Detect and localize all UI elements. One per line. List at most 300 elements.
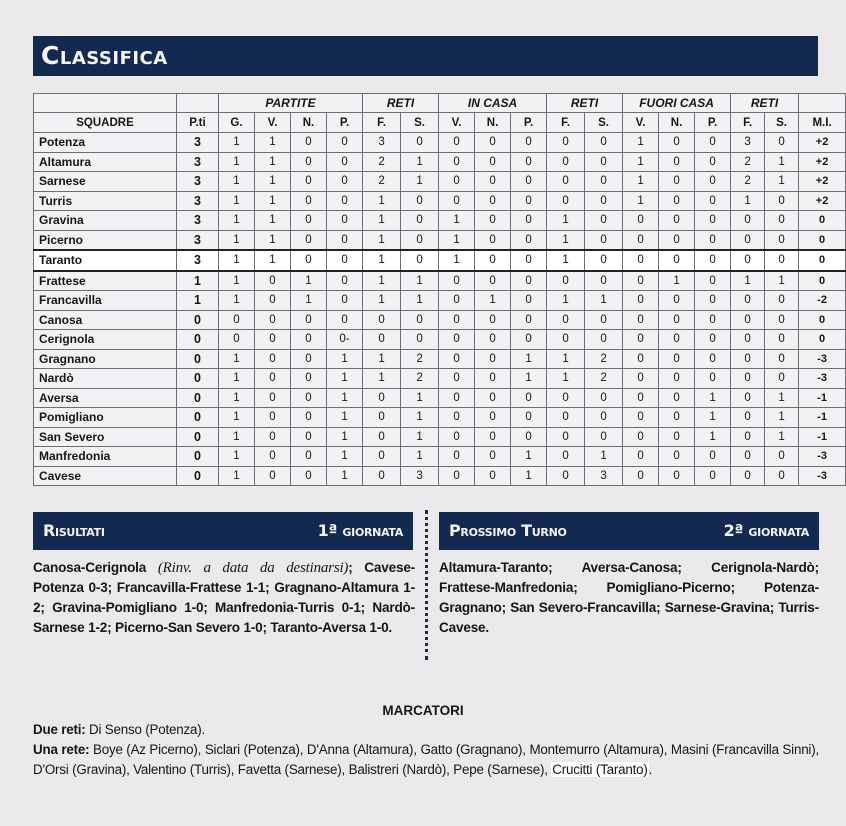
risultati-lead: Canosa-Cerignola bbox=[33, 560, 147, 575]
stat-cell: 2 bbox=[401, 349, 439, 369]
stat-cell: 3 bbox=[363, 133, 401, 153]
media-inglese-cell: +2 bbox=[799, 133, 846, 153]
stat-cell: 0 bbox=[475, 152, 511, 172]
column-header: P. bbox=[511, 113, 547, 133]
stat-cell: 0 bbox=[585, 427, 623, 447]
stat-cell: 0 bbox=[439, 191, 475, 211]
stat-cell: 0 bbox=[475, 310, 511, 330]
stat-cell: 1 bbox=[363, 250, 401, 271]
stat-cell: 0 bbox=[659, 133, 695, 153]
stat-cell: 0 bbox=[765, 349, 799, 369]
stat-cell: 2 bbox=[731, 172, 765, 192]
points-cell: 0 bbox=[177, 388, 219, 408]
stat-cell: 0 bbox=[327, 291, 363, 311]
stat-cell: 0 bbox=[695, 310, 731, 330]
stat-cell: 1 bbox=[219, 133, 255, 153]
stat-cell: 0 bbox=[475, 466, 511, 486]
stat-cell: 0 bbox=[695, 291, 731, 311]
stat-cell: 0 bbox=[291, 172, 327, 192]
stat-cell: 0 bbox=[511, 330, 547, 350]
stat-cell: 0 bbox=[291, 133, 327, 153]
stat-cell: 0 bbox=[659, 172, 695, 192]
stat-cell: 1 bbox=[219, 152, 255, 172]
stat-cell: 0 bbox=[659, 466, 695, 486]
stat-cell: 0 bbox=[363, 388, 401, 408]
stat-cell: 0 bbox=[585, 172, 623, 192]
una-rete-label: Una rete: bbox=[33, 742, 90, 757]
stat-cell: 1 bbox=[623, 172, 659, 192]
stat-cell: 0 bbox=[511, 408, 547, 428]
stat-cell: 0 bbox=[327, 172, 363, 192]
stat-cell: 0 bbox=[659, 447, 695, 467]
team-name: Cerignola bbox=[34, 330, 177, 350]
stat-cell: 0 bbox=[255, 330, 291, 350]
table-row bbox=[34, 152, 846, 172]
stat-cell: 1 bbox=[765, 427, 799, 447]
stat-cell: 0 bbox=[695, 271, 731, 291]
stat-cell: 1 bbox=[291, 291, 327, 311]
stat-cell: 0 bbox=[363, 330, 401, 350]
stat-cell: 1 bbox=[659, 271, 695, 291]
stat-cell: 0 bbox=[255, 349, 291, 369]
team-name: Sarnese bbox=[34, 172, 177, 192]
stat-cell: 0 bbox=[511, 211, 547, 231]
stat-cell: 1 bbox=[695, 427, 731, 447]
column-header: V. bbox=[255, 113, 291, 133]
stat-cell: 0 bbox=[439, 408, 475, 428]
stat-cell: 0 bbox=[219, 330, 255, 350]
group-header-row bbox=[34, 94, 846, 113]
stat-cell: 2 bbox=[585, 369, 623, 389]
prossimo-title: Prossimo Turno bbox=[449, 521, 567, 540]
stat-cell: 0 bbox=[547, 466, 585, 486]
team-name: Gravina bbox=[34, 211, 177, 231]
stat-cell: 1 bbox=[327, 427, 363, 447]
table-row bbox=[34, 133, 846, 153]
points-cell: 3 bbox=[177, 250, 219, 271]
stat-cell: 0 bbox=[363, 466, 401, 486]
stat-cell: 0 bbox=[765, 133, 799, 153]
classifica-title: Classifica bbox=[41, 41, 168, 70]
column-header: V. bbox=[439, 113, 475, 133]
stat-cell: 0 bbox=[291, 191, 327, 211]
stat-cell: 0 bbox=[695, 369, 731, 389]
stat-cell: 0 bbox=[291, 310, 327, 330]
stat-cell: 1 bbox=[327, 447, 363, 467]
stat-cell: 0 bbox=[585, 133, 623, 153]
stat-cell: 0 bbox=[475, 271, 511, 291]
standings-body bbox=[34, 133, 846, 486]
media-inglese-cell: 0 bbox=[799, 211, 846, 231]
stat-cell: 0 bbox=[585, 408, 623, 428]
stat-cell: 0 bbox=[547, 330, 585, 350]
stat-cell: 0 bbox=[475, 408, 511, 428]
team-name: Picerno bbox=[34, 230, 177, 250]
stat-cell: 0 bbox=[327, 191, 363, 211]
stat-cell: 0 bbox=[291, 230, 327, 250]
stat-cell: 0 bbox=[731, 466, 765, 486]
stat-cell: 1 bbox=[219, 291, 255, 311]
stat-cell: 0 bbox=[327, 152, 363, 172]
stat-cell: 1 bbox=[731, 191, 765, 211]
stat-cell: 0 bbox=[623, 211, 659, 231]
stat-cell: 1 bbox=[219, 191, 255, 211]
stat-cell: 0 bbox=[327, 211, 363, 231]
stat-cell: 2 bbox=[363, 172, 401, 192]
media-inglese-cell: 0 bbox=[799, 230, 846, 250]
column-header: N. bbox=[291, 113, 327, 133]
stat-cell: 0 bbox=[731, 230, 765, 250]
media-inglese-cell: +2 bbox=[799, 191, 846, 211]
column-header: F. bbox=[731, 113, 765, 133]
stat-cell: 1 bbox=[401, 427, 439, 447]
stat-cell: 0 bbox=[511, 291, 547, 311]
stat-cell: 0 bbox=[659, 230, 695, 250]
stat-cell: 1 bbox=[585, 291, 623, 311]
stat-cell: 0 bbox=[695, 191, 731, 211]
stat-cell: 0 bbox=[623, 230, 659, 250]
stat-cell: 0 bbox=[475, 388, 511, 408]
stat-cell: 0 bbox=[401, 211, 439, 231]
media-inglese-cell: +2 bbox=[799, 152, 846, 172]
stat-cell: 0 bbox=[219, 310, 255, 330]
media-inglese-cell: 0 bbox=[799, 310, 846, 330]
column-divider bbox=[425, 510, 428, 660]
stat-cell: 0 bbox=[695, 466, 731, 486]
due-reti-line bbox=[33, 720, 819, 740]
stat-cell: 0 bbox=[401, 133, 439, 153]
stat-cell: 0 bbox=[327, 310, 363, 330]
stat-cell: 0 bbox=[439, 447, 475, 467]
stat-cell: 0 bbox=[363, 447, 401, 467]
media-inglese-cell: -1 bbox=[799, 408, 846, 428]
stat-cell: 0 bbox=[547, 172, 585, 192]
stat-cell: 1 bbox=[511, 447, 547, 467]
group-header: RETI bbox=[731, 94, 799, 113]
points-cell: 3 bbox=[177, 211, 219, 231]
stat-cell: 1 bbox=[327, 466, 363, 486]
stat-cell: 0 bbox=[585, 250, 623, 271]
stat-cell: 1 bbox=[255, 152, 291, 172]
stat-cell: 0 bbox=[291, 427, 327, 447]
column-header: S. bbox=[585, 113, 623, 133]
stat-cell: 1 bbox=[731, 271, 765, 291]
points-cell: 0 bbox=[177, 349, 219, 369]
stat-cell: 0 bbox=[475, 191, 511, 211]
media-inglese-cell: -3 bbox=[799, 466, 846, 486]
stat-cell: 1 bbox=[255, 230, 291, 250]
stat-cell: 0 bbox=[623, 388, 659, 408]
points-cell: 0 bbox=[177, 447, 219, 467]
team-name: Nardò bbox=[34, 369, 177, 389]
stat-cell: 0 bbox=[547, 133, 585, 153]
points-cell: 0 bbox=[177, 310, 219, 330]
stat-cell: 1 bbox=[219, 172, 255, 192]
stat-cell: 0 bbox=[695, 172, 731, 192]
stat-cell: 1 bbox=[623, 133, 659, 153]
stat-cell: 1 bbox=[219, 427, 255, 447]
stat-cell: 0 bbox=[255, 271, 291, 291]
stat-cell: 1 bbox=[363, 349, 401, 369]
media-inglese-cell: -3 bbox=[799, 447, 846, 467]
stat-cell: 0 bbox=[695, 250, 731, 271]
classifica-title-bar bbox=[33, 36, 818, 76]
column-header: P. bbox=[327, 113, 363, 133]
table-row bbox=[34, 291, 846, 311]
stat-cell: 0 bbox=[439, 388, 475, 408]
stat-cell: 0 bbox=[475, 211, 511, 231]
marcatori-text bbox=[33, 720, 819, 780]
stat-cell: 0 bbox=[731, 408, 765, 428]
stat-cell: 3 bbox=[401, 466, 439, 486]
stat-cell: 0 bbox=[401, 330, 439, 350]
stat-cell: 0 bbox=[475, 369, 511, 389]
stat-cell: 0 bbox=[511, 230, 547, 250]
team-name: Taranto bbox=[34, 250, 177, 271]
stat-cell: 0 bbox=[623, 447, 659, 467]
stat-cell: 1 bbox=[439, 211, 475, 231]
stat-cell: 0 bbox=[731, 330, 765, 350]
stat-cell: 1 bbox=[401, 271, 439, 291]
stat-cell: 0 bbox=[659, 310, 695, 330]
media-inglese-cell: -3 bbox=[799, 369, 846, 389]
stat-cell: 0 bbox=[731, 369, 765, 389]
stat-cell: 0 bbox=[695, 330, 731, 350]
points-cell: 1 bbox=[177, 291, 219, 311]
stat-cell: 0 bbox=[659, 291, 695, 311]
stat-cell: 0 bbox=[511, 133, 547, 153]
stat-cell: 1 bbox=[695, 388, 731, 408]
stat-cell: 3 bbox=[585, 466, 623, 486]
stat-cell: 0 bbox=[255, 466, 291, 486]
risultati-body: ; Cavese-Potenza 0-3; Francavilla-Frattese 1-1; Gragnano-Altamura 1-2; Gravina-Pomigliano 1-0; Manfredonia-Turris 0-1; Nardò-Sarnese 1-2; Picerno-San Severo 1-0; Taranto-Aversa 1-0. bbox=[33, 560, 416, 635]
stat-cell: 1 bbox=[327, 388, 363, 408]
table-row bbox=[34, 172, 846, 192]
media-inglese-cell: 0 bbox=[799, 271, 846, 291]
stat-cell: 0 bbox=[511, 388, 547, 408]
stat-cell: 1 bbox=[219, 250, 255, 271]
risultati-bar bbox=[33, 512, 413, 550]
stat-cell: 0 bbox=[439, 133, 475, 153]
table-row bbox=[34, 330, 846, 350]
stat-cell: 1 bbox=[401, 172, 439, 192]
team-name: Pomigliano bbox=[34, 408, 177, 428]
stat-cell: 0 bbox=[439, 330, 475, 350]
stat-cell: 1 bbox=[363, 230, 401, 250]
stat-cell: 0 bbox=[291, 152, 327, 172]
stat-cell: 0 bbox=[623, 466, 659, 486]
stat-cell: 0 bbox=[291, 211, 327, 231]
stat-cell: 0 bbox=[439, 152, 475, 172]
stat-cell: 0 bbox=[327, 250, 363, 271]
stat-cell: 1 bbox=[255, 211, 291, 231]
stat-cell: 1 bbox=[363, 211, 401, 231]
stat-cell: 0 bbox=[475, 230, 511, 250]
stat-cell: 0 bbox=[659, 349, 695, 369]
stat-cell: 0 bbox=[623, 369, 659, 389]
points-cell: 3 bbox=[177, 230, 219, 250]
stat-cell: 1 bbox=[401, 408, 439, 428]
stat-cell: 0 bbox=[623, 427, 659, 447]
prossimo-giornata: 2ª giornata bbox=[723, 521, 809, 540]
stat-cell: 1 bbox=[547, 349, 585, 369]
stat-cell: 0 bbox=[547, 447, 585, 467]
group-header: RETI bbox=[547, 94, 623, 113]
media-inglese-cell: -1 bbox=[799, 427, 846, 447]
stat-cell: 0 bbox=[511, 427, 547, 447]
stat-cell: 0 bbox=[401, 230, 439, 250]
media-inglese-cell: 0 bbox=[799, 250, 846, 271]
table-row bbox=[34, 191, 846, 211]
stat-cell: 2 bbox=[401, 369, 439, 389]
stat-cell: 0 bbox=[547, 152, 585, 172]
stat-cell: 0 bbox=[401, 191, 439, 211]
stat-cell: 1 bbox=[219, 447, 255, 467]
media-inglese-cell: +2 bbox=[799, 172, 846, 192]
stat-cell: 1 bbox=[401, 388, 439, 408]
stat-cell: 0 bbox=[547, 388, 585, 408]
stat-cell: 0 bbox=[255, 369, 291, 389]
una-rete-line bbox=[33, 740, 819, 780]
stat-cell: 0 bbox=[623, 291, 659, 311]
media-inglese-cell: -3 bbox=[799, 349, 846, 369]
stat-cell: 0 bbox=[511, 152, 547, 172]
stat-cell: 0 bbox=[291, 369, 327, 389]
una-rete-end: . bbox=[648, 762, 653, 777]
stat-cell: 0 bbox=[475, 172, 511, 192]
stat-cell: 0 bbox=[659, 250, 695, 271]
due-reti-names: Di Senso (Potenza). bbox=[85, 722, 206, 737]
stat-cell: 0 bbox=[327, 133, 363, 153]
stat-cell: 0 bbox=[475, 427, 511, 447]
team-name: Francavilla bbox=[34, 291, 177, 311]
media-inglese-cell: 0 bbox=[799, 330, 846, 350]
points-cell: 0 bbox=[177, 330, 219, 350]
team-name: Aversa bbox=[34, 388, 177, 408]
stat-cell: 1 bbox=[765, 271, 799, 291]
stat-cell: 1 bbox=[401, 152, 439, 172]
stat-cell: 0 bbox=[291, 447, 327, 467]
stat-cell: 0 bbox=[291, 408, 327, 428]
stat-cell: 1 bbox=[511, 369, 547, 389]
column-header: F. bbox=[547, 113, 585, 133]
column-header: N. bbox=[659, 113, 695, 133]
stat-cell: 0 bbox=[765, 211, 799, 231]
stat-cell: 1 bbox=[327, 369, 363, 389]
table-row bbox=[34, 408, 846, 428]
stat-cell: 1 bbox=[547, 250, 585, 271]
table-row bbox=[34, 250, 846, 271]
stat-cell: 0 bbox=[439, 369, 475, 389]
column-header: SQUADRE bbox=[34, 113, 177, 133]
stat-cell: 1 bbox=[511, 349, 547, 369]
stat-cell: 0 bbox=[731, 291, 765, 311]
stat-cell: 0 bbox=[255, 310, 291, 330]
stat-cell: 0 bbox=[585, 191, 623, 211]
stat-cell: 0 bbox=[585, 211, 623, 231]
column-header: S. bbox=[401, 113, 439, 133]
team-name: Manfredonia bbox=[34, 447, 177, 467]
stat-cell: 1 bbox=[475, 291, 511, 311]
due-reti-label: Due reti: bbox=[33, 722, 86, 737]
team-name: Potenza bbox=[34, 133, 177, 153]
stat-cell: 0 bbox=[731, 250, 765, 271]
column-header: M.I. bbox=[799, 113, 846, 133]
group-header: RETI bbox=[363, 94, 439, 113]
team-name: Frattese bbox=[34, 271, 177, 291]
column-header: N. bbox=[475, 113, 511, 133]
stat-cell: 0 bbox=[695, 349, 731, 369]
stat-cell: 1 bbox=[765, 408, 799, 428]
stat-cell: 0 bbox=[439, 349, 475, 369]
stat-cell: 0 bbox=[695, 133, 731, 153]
stat-cell: 0 bbox=[659, 369, 695, 389]
risultati-title: Risultati bbox=[43, 521, 105, 540]
column-header: P. bbox=[695, 113, 731, 133]
table-row bbox=[34, 388, 846, 408]
risultati-text bbox=[33, 558, 415, 638]
stat-cell: 0 bbox=[623, 250, 659, 271]
stat-cell: 1 bbox=[291, 271, 327, 291]
stat-cell: 0 bbox=[401, 310, 439, 330]
team-name: Canosa bbox=[34, 310, 177, 330]
una-rete-names: Boye (Az Picerno), Siclari (Potenza), D'Anna (Altamura), Gatto (Gragnano), Montemurro (Altamura), Masini (Francavilla Sinni), D'Orsi (Gravina), Valentino (Turris), Favetta (Sarnese), Balistreri (Nardò), Pepe (Sarnese), bbox=[33, 742, 819, 777]
stat-cell: 0 bbox=[363, 310, 401, 330]
stat-cell: 0 bbox=[327, 271, 363, 291]
table-row bbox=[34, 427, 846, 447]
stat-cell: 0 bbox=[585, 152, 623, 172]
points-cell: 3 bbox=[177, 191, 219, 211]
stat-cell: 0 bbox=[291, 250, 327, 271]
stat-cell: 1 bbox=[439, 230, 475, 250]
points-cell: 0 bbox=[177, 408, 219, 428]
stat-cell: 1 bbox=[219, 408, 255, 428]
stat-cell: 0 bbox=[439, 271, 475, 291]
stat-cell: 0 bbox=[765, 291, 799, 311]
stat-cell: 1 bbox=[219, 230, 255, 250]
points-cell: 0 bbox=[177, 369, 219, 389]
risultati-giornata: 1ª giornata bbox=[317, 521, 403, 540]
stat-cell: 0 bbox=[585, 230, 623, 250]
stat-cell: 0 bbox=[255, 388, 291, 408]
points-cell: 3 bbox=[177, 152, 219, 172]
stat-cell: 0 bbox=[585, 330, 623, 350]
stat-cell: 0 bbox=[291, 330, 327, 350]
stat-cell: 0 bbox=[623, 408, 659, 428]
stat-cell: 0 bbox=[511, 172, 547, 192]
group-header: FUORI CASA bbox=[623, 94, 731, 113]
stat-cell: 1 bbox=[219, 349, 255, 369]
table-row bbox=[34, 369, 846, 389]
stat-cell: 0 bbox=[475, 447, 511, 467]
stat-cell: 0 bbox=[659, 408, 695, 428]
stat-cell: 0 bbox=[475, 250, 511, 271]
stat-cell: 0 bbox=[475, 133, 511, 153]
stat-cell: 1 bbox=[255, 191, 291, 211]
stat-cell: 1 bbox=[401, 447, 439, 467]
stat-cell: 1 bbox=[363, 291, 401, 311]
stat-cell: 0 bbox=[765, 310, 799, 330]
points-cell: 0 bbox=[177, 427, 219, 447]
stat-cell: 0 bbox=[731, 310, 765, 330]
stat-cell: 1 bbox=[255, 250, 291, 271]
risultati-note: (Rinv. a data da destinarsi) bbox=[157, 560, 349, 576]
team-name: San Severo bbox=[34, 427, 177, 447]
stat-cell: 1 bbox=[219, 271, 255, 291]
stat-cell: 0 bbox=[765, 330, 799, 350]
stat-cell: 0- bbox=[327, 330, 363, 350]
column-header: P.ti bbox=[177, 113, 219, 133]
